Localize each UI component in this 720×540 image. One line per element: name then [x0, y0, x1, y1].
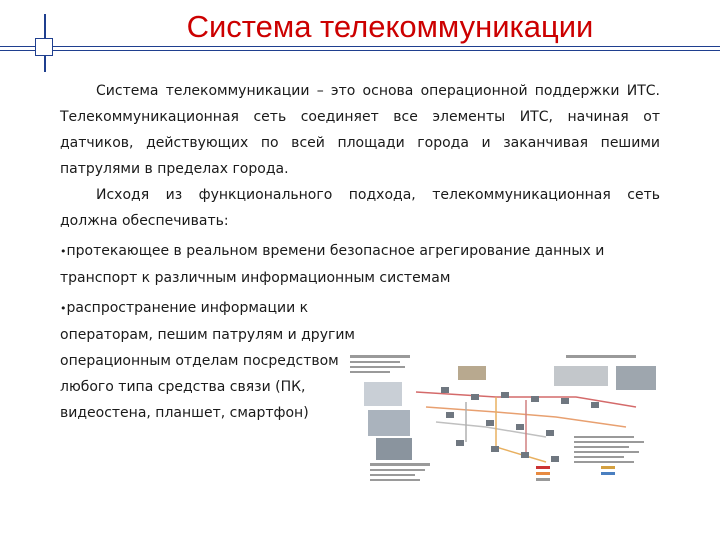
- bullet-text: распространение информации к операторам, пешим патрулям и другим операционным отделам посредством любого типа средства связи (ПК, видеостена, планшет, смартфон): [60, 300, 355, 421]
- header-line-secondary: [0, 50, 720, 51]
- slide-title: Система телекоммуникации: [186, 9, 594, 44]
- bullet-marker: •: [60, 302, 67, 315]
- bullet-marker: •: [60, 245, 67, 258]
- paragraph-requirements: Исходя из функционального подхода, телекоммуникационная сеть должна обеспечивать:: [60, 187, 660, 229]
- bullet-item: [60, 295, 390, 426]
- bullet-text: протекающее в реальном времени безопасное агрегирование данных и транспорт к различным информационным системам: [60, 243, 605, 286]
- header-line: [0, 46, 720, 47]
- telecom-network-diagram: [346, 352, 676, 487]
- header-square-ornament: [35, 38, 53, 56]
- paragraph-intro: Система телекоммуникации – это основа операционной поддержки ИТС. Телекоммуникационная сеть соединяет все элементы ИТС, начиная от датчиков, действующих по всей площади города и заканчивая пешими патрулями в пределах города.: [60, 83, 660, 177]
- bullet-item: [60, 238, 660, 291]
